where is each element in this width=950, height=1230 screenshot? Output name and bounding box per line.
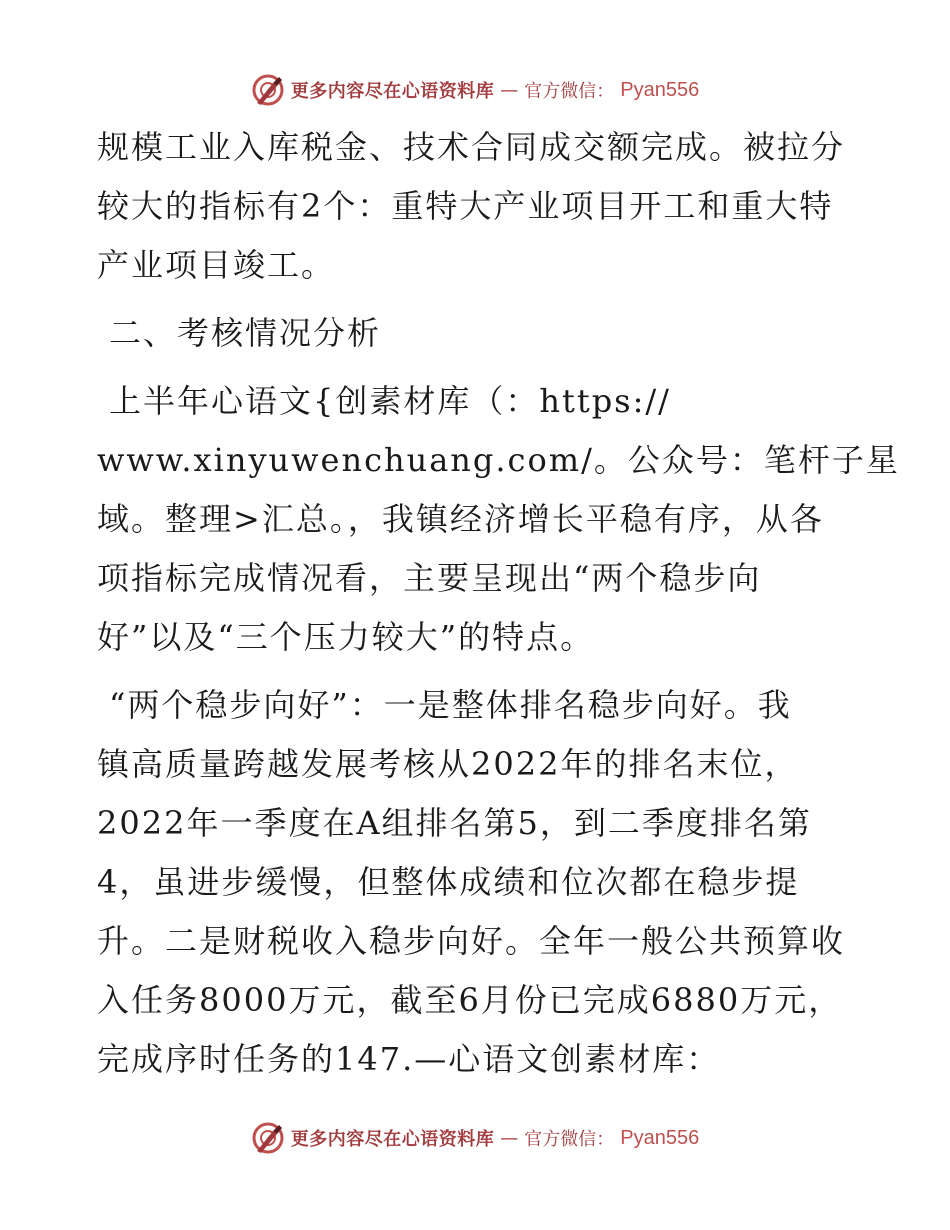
banner-text: 更多内容尽在心语资料库 — [290, 1129, 495, 1150]
text-line: 较大的指标有2个：重特大产业项目开工和重大特 — [97, 187, 834, 225]
paragraph-indicators — [97, 118, 857, 295]
text-line: 2022年一季度在A组排名第5，到二季度排名第 — [97, 804, 812, 842]
pen-logo-icon — [251, 1121, 285, 1155]
text-line: “两个稳步向好”：一是整体排名稳步向好。我 — [109, 686, 792, 724]
section-heading — [97, 304, 857, 363]
text-line: www.xinyuwenchuang.com/。公众号：笔杆子星 — [97, 441, 900, 479]
banner-separator: — — [500, 1127, 519, 1149]
paragraph-two-steady — [97, 676, 857, 1089]
banner-text: 更多内容尽在心语资料库 — [290, 81, 495, 102]
document-body — [97, 118, 900, 1089]
text-line: 产业项目竣工。 — [97, 246, 336, 284]
banner-wechat-handle: Pyan556 — [620, 78, 700, 101]
footer-banner — [0, 1118, 950, 1158]
text-line: 域。整理>汇总。，我镇经济增长平稳有序，从各 — [97, 500, 824, 538]
text-line: 4，虽进步缓慢，但整体成绩和位次都在稳步提 — [97, 863, 800, 901]
banner-wechat-label: 官方微信： — [524, 81, 615, 102]
text-line: 上半年心语文{创素材库（：https:// — [109, 382, 671, 420]
header-banner — [0, 70, 950, 110]
pen-logo-icon — [251, 73, 285, 107]
text-line: 完成序时任务的147.—心语文创素材库： — [97, 1040, 721, 1078]
text-line: 升。二是财税收入稳步向好。全年一般公共预算收 — [97, 922, 846, 960]
text-line: 项指标完成情况看，主要呈现出“两个稳步向 — [97, 559, 762, 597]
text-line: 好”以及“三个压力较大”的特点。 — [97, 618, 595, 656]
banner-wechat-label: 官方微信： — [524, 1129, 615, 1150]
banner-separator: — — [500, 79, 519, 101]
text-line: 规模工业入库税金、技术合同成交额完成。被拉分 — [97, 128, 846, 166]
text-line: 入任务8000万元，截至6月份已完成6880万元， — [97, 981, 843, 1019]
text-line: 镇高质量跨越发展考核从2022年的排名末位， — [97, 745, 799, 783]
paragraph-overview — [97, 372, 900, 667]
heading-text: 二、考核情况分析 — [109, 314, 382, 352]
banner-wechat-handle: Pyan556 — [620, 1126, 700, 1149]
